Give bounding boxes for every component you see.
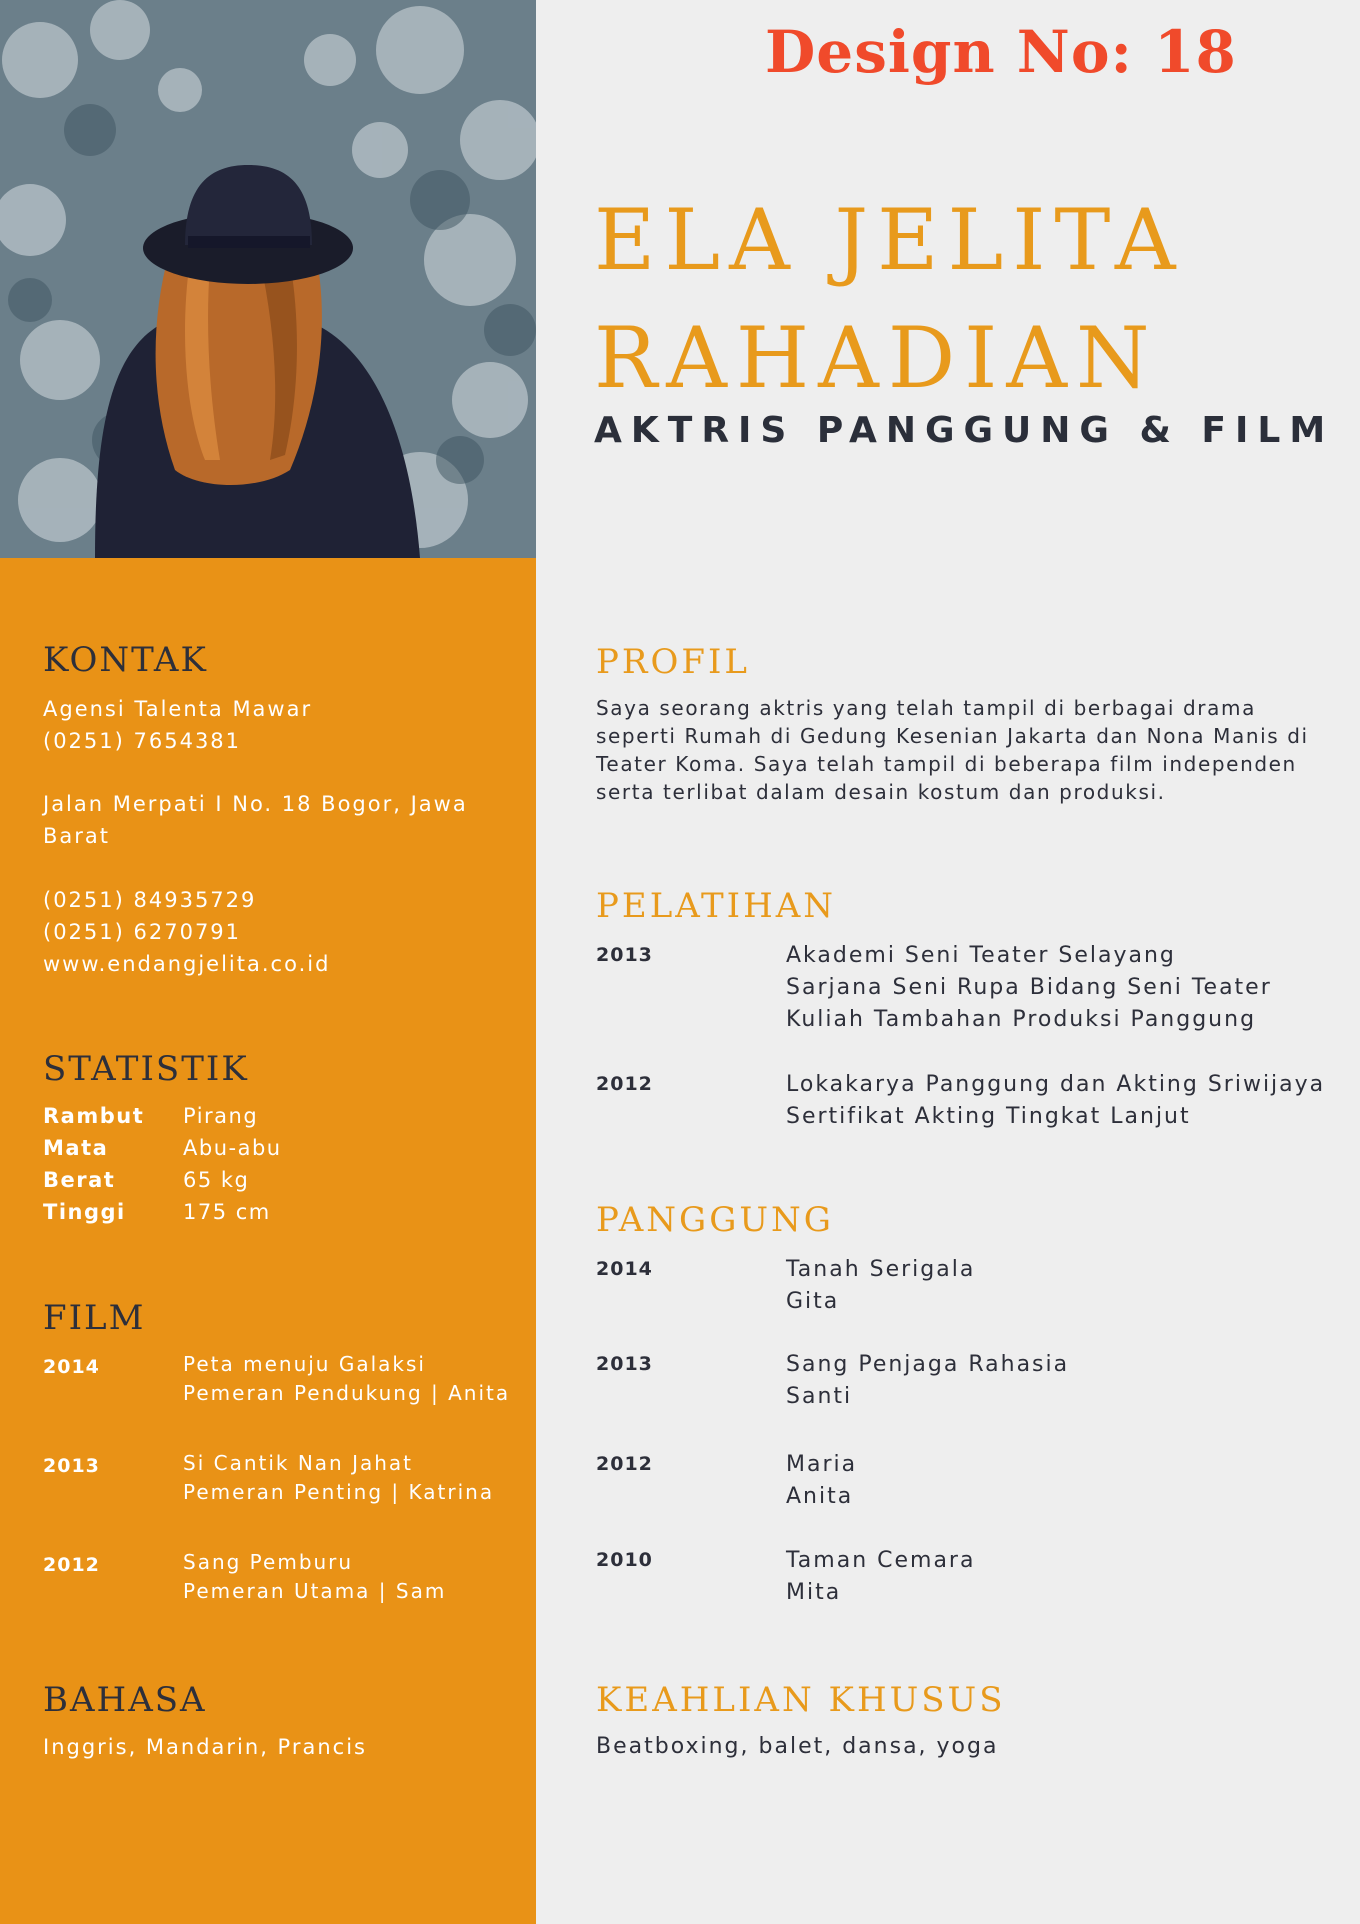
panggung-title: Taman Cemara (786, 1548, 976, 1573)
panggung-title: Maria (786, 1452, 858, 1477)
pelatihan-line: Sertifikat Akting Tingkat Lanjut (786, 1104, 1191, 1129)
film-title: Peta menuju Galaksi (183, 1352, 426, 1376)
film-year: 2013 (43, 1455, 100, 1477)
stat-key: Mata (43, 1136, 109, 1160)
kontak-heading: KONTAK (43, 640, 208, 680)
profil-line: Teater Koma. Saya telah tampil di beberapa film independen (596, 752, 1297, 776)
panggung-role: Gita (786, 1289, 840, 1314)
stat-row-rambut (43, 1104, 503, 1136)
stat-key: Berat (43, 1168, 116, 1192)
keahlian-heading: KEAHLIAN KHUSUS (596, 1680, 1006, 1720)
panggung-year: 2010 (596, 1549, 653, 1571)
languages-text: Inggris, Mandarin, Prancis (43, 1735, 367, 1759)
pelatihan-year: 2013 (596, 944, 653, 966)
statistik-heading: STATISTIK (43, 1049, 249, 1089)
stat-key: Tinggi (43, 1200, 126, 1224)
pelatihan-line: Sarjana Seni Rupa Bidang Seni Teater (786, 975, 1272, 1000)
profil-line: serta terlibat dalam desain kostum dan produksi. (596, 780, 1166, 804)
film-item (43, 1550, 513, 1610)
contact-website-link[interactable]: www.endangjelita.co.id (43, 952, 331, 976)
panggung-year: 2014 (596, 1258, 653, 1280)
pelatihan-heading: PELATIHAN (596, 886, 837, 926)
film-item (43, 1451, 513, 1511)
keahlian-text: Beatboxing, balet, dansa, yoga (596, 1734, 999, 1759)
stat-row-tinggi (43, 1200, 503, 1232)
woman-in-hat-illustration (0, 0, 536, 558)
film-item (43, 1352, 513, 1412)
film-heading: FILM (43, 1298, 146, 1338)
role-title: AKTRIS PANGGUNG & FILM (594, 410, 1335, 451)
stat-row-mata (43, 1136, 503, 1168)
panggung-role: Mita (786, 1580, 842, 1605)
profile-photo (0, 0, 536, 558)
stat-value: Pirang (183, 1104, 259, 1128)
contact-agency: Agensi Talenta Mawar (43, 697, 313, 721)
film-role: Pemeran Utama | Sam (183, 1579, 447, 1603)
contact-agency-phone: (0251) 7654381 (43, 729, 242, 753)
pelatihan-line: Kuliah Tambahan Produksi Panggung (786, 1007, 1257, 1032)
contact-address-line2: Barat (43, 824, 111, 848)
stat-row-berat (43, 1168, 503, 1200)
pelatihan-line: Akademi Seni Teater Selayang (786, 943, 1176, 968)
contact-phone-2: (0251) 6270791 (43, 920, 242, 944)
panggung-heading: PANGGUNG (596, 1200, 834, 1240)
film-title: Sang Pemburu (183, 1550, 354, 1574)
panggung-title: Sang Penjaga Rahasia (786, 1352, 1070, 1377)
name-first-line: ELA JELITA (594, 191, 1185, 289)
stat-value: 65 kg (183, 1168, 250, 1192)
film-year: 2014 (43, 1356, 100, 1378)
profil-line: Saya seorang aktris yang telah tampil di berbagai drama (596, 696, 1256, 720)
contact-address-line1: Jalan Merpati I No. 18 Bogor, Jawa (43, 792, 468, 816)
pelatihan-year: 2012 (596, 1073, 653, 1095)
pelatihan-line: Lokakarya Panggung dan Akting Sriwijaya (786, 1072, 1326, 1097)
profil-heading: PROFIL (596, 642, 750, 682)
stat-value: Abu-abu (183, 1136, 282, 1160)
film-title: Si Cantik Nan Jahat (183, 1451, 414, 1475)
panggung-role: Anita (786, 1484, 854, 1509)
film-year: 2012 (43, 1554, 100, 1576)
profil-line: seperti Rumah di Gedung Kesenian Jakarta dan Nona Manis di (596, 724, 1309, 748)
panggung-year: 2012 (596, 1453, 653, 1475)
film-role: Pemeran Penting | Katrina (183, 1480, 495, 1504)
bahasa-heading: BAHASA (43, 1680, 207, 1720)
film-role: Pemeran Pendukung | Anita (183, 1381, 511, 1405)
contact-phone-1: (0251) 84935729 (43, 888, 257, 912)
panggung-title: Tanah Serigala (786, 1257, 976, 1282)
stat-value: 175 cm (183, 1200, 271, 1224)
design-number: Design No: 18 (765, 18, 1237, 86)
panggung-role: Santi (786, 1384, 853, 1409)
stat-key: Rambut (43, 1104, 145, 1128)
panggung-year: 2013 (596, 1353, 653, 1375)
name-second-line: RAHADIAN (594, 309, 1159, 407)
